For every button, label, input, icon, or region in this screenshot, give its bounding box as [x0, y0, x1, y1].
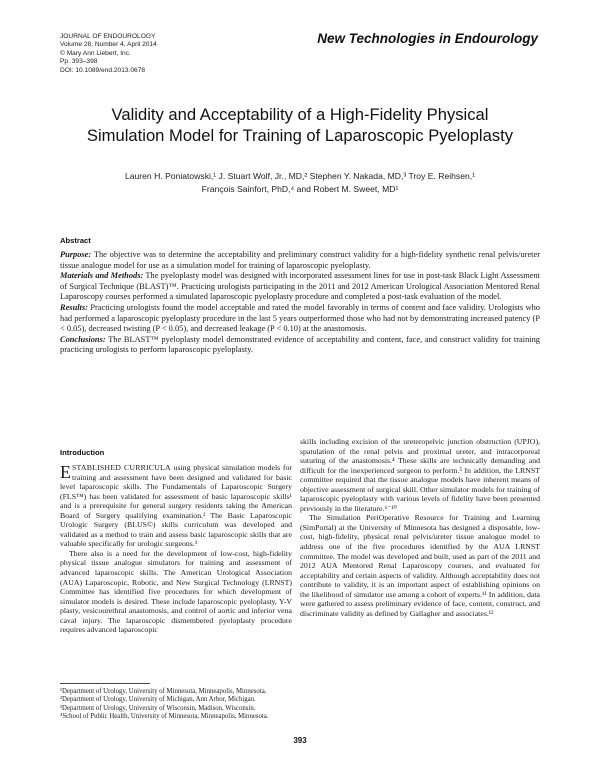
abstract-conclusions: [60, 335, 540, 356]
footnotes: [60, 688, 269, 721]
results-text: Practicing urologists found the model acceptable and rated the model favorably in terms of content and face validity. Urologists who had performed a laparoscopic pyeloplasty procedure in the last 5 years outperformed those who had not by demonstrating increased patency (P < 0.05), decreased twisting (P < 0.05), and decreased leakage (P < 0.10) at the anastomosis.: [60, 302, 540, 334]
article-title: [60, 104, 540, 146]
journal-copyright: © Mary Ann Liebert, Inc.: [60, 49, 131, 57]
intro-p1-text: using physical simulation models for training and assessment have been designed and validated for basic level laparoscopic skills. The Fundamentals of Laparoscopic Surgery (FLS™) has been validated for assessment of basic laparoscopic skills¹ and is a prerequisite for general surgery residents taking the American Board of Surgery qualifying examination.² The Basic Laparoscopic Urologic Surgery (BLUS©) skills curriculum was developed and validated as a method to train and assess basic laparoscopic skills that are valuable specifically for urologic surgeons.³: [60, 463, 292, 549]
abstract-body: [60, 250, 540, 356]
intro-paragraph-3: The Simulation PeriOperative Resource for Training and Learning (SimPortal) at the University of Minnesota has designed a disposable, low-cost, high-fidelity, physical renal pelvis/ureter tissue analogue model to address one of the five procedures identified by the AUA LRNST committee. The model was developed and built, used as part of the 2011 and 2012 AUA Mentored Renal Laparoscopy courses, and evaluated for acceptability and certain aspects of validity. Although acceptability does not contribute to validity, it is an important aspect of establishing opinions on the likelihood of simulator use among a cohort of experts.¹¹ In addition, data were gathered to assess preliminary evidence of face, content, construct, and discriminate validity as defined by Gallagher and associates.¹²: [300, 513, 540, 618]
conclusions-label: Conclusions:: [60, 334, 106, 344]
footnote-1: ¹Department of Urology, University of Minnesota, Minneapolis, Minnesota.: [60, 688, 267, 695]
introduction-heading: Introduction: [60, 448, 105, 457]
small-caps-lead: STABLISHED CURRICULA: [72, 463, 171, 472]
journal-pages: Pp. 393–398: [60, 58, 98, 66]
left-column: [60, 463, 292, 635]
authors-line-2: François Sainfort, PhD,⁴ and Robert M. Sweet, MD¹: [201, 184, 399, 194]
journal-info: [60, 33, 157, 75]
authors-line-1: Lauren H. Poniatowski,¹ J. Stuart Wolf, Jr., MD,² Stephen Y. Nakada, MD,³ Troy E. Reihsen,¹: [124, 171, 476, 181]
results-label: Results:: [60, 302, 88, 312]
author-list: [60, 170, 540, 196]
intro-paragraph-1: [60, 463, 292, 549]
abstract-purpose: [60, 250, 540, 271]
journal-doi: DOI: 10.1089/end.2013.0678: [60, 66, 146, 74]
section-name: New Technologies in Endourology: [317, 31, 538, 46]
methods-text: The pyeloplasty model was designed with incorporated assessment lines for use in post-task Black Light Assessment of Surgical Technique (BLAST)™. Practicing urologists participating in the 2011 and 2012 American Urological Association Mentored Renal Laparoscopy courses performed a simulated laparoscopic pyeloplasty procedure and completed a post-task evaluation of the model.: [60, 271, 540, 302]
footnote-3: ³Department of Urology, University of Wisconsin, Madison, Wisconsin.: [60, 704, 256, 712]
abstract-methods: [60, 271, 540, 303]
intro-paragraph-2-continued: skills including excision of the ureteropelvic junction obstruction (UPJO), spatulation of the renal pelvis and proximal ureter, and intracorporeal suturing of the anastomosis.⁴ These skills are technically demanding and difficult for the inexperienced surgeon to perform.⁵ In addition, the LRNST committee required that the tissue analogue models have inherent means of objective assessment of surgical skill. Other simulator models for training of laparoscopic pyeloplasty with various levels of fidelity have been presented previously in the literature.⁶⁻¹⁰: [300, 437, 540, 513]
abstract-results: [60, 303, 540, 335]
purpose-text: The objective was to determine the acceptability and preliminary construct validity for a high-fidelity synthetic renal pelvis/ureter tissue analogue model for use as a simulation model for training of laparoscopic pyeloplasty.: [60, 250, 540, 270]
footnote-rule: [60, 683, 150, 684]
footnote-2: ²Department of Urology, University of Michigan, Ann Arbor, Michigan.: [60, 696, 256, 704]
purpose-label: Purpose:: [60, 250, 92, 259]
intro-paragraph-2: There also is a need for the development of low-cost, high-fidelity physical tissue analogue simulators for training and assessment of advanced laparoscopic skills. The American Urological Association (AUA) Laparoscopic, Robotic, and New Surgical Technology (LRNST) Committee has identified five procedures for which development of simulator models is desired. These include laparoscopic pyeloplasty, Y-V plasty, vesicourethral anastomosis, and control of aortic and inferior vena caval injury. The laparoscopic dismembered pyeloplasty procedure requires advanced laparoscopic: [60, 548, 292, 635]
right-column: [300, 437, 540, 618]
drop-cap: E: [60, 462, 71, 482]
methods-label: Materials and Methods:: [60, 271, 144, 281]
title-line-1: Validity and Acceptability of a High-Fidelity Physical: [111, 105, 489, 124]
journal-name: JOURNAL OF ENDOUROLOGY: [60, 33, 156, 40]
conclusions-text: The BLAST™ pyeloplasty model demonstrated evidence of acceptability and content, face, and construct validity for training practicing urologists to perform laparoscopic pyeloplasty.: [60, 334, 540, 355]
journal-volume: Volume 28, Number 4, April 2014: [60, 41, 157, 49]
page-number: 393: [293, 736, 307, 745]
title-line-2: Simulation Model for Training of Laparoscopic Pyeloplasty: [86, 126, 514, 145]
abstract-heading: Abstract: [60, 236, 91, 245]
footnote-4: ⁴School of Public Health, University of Minnesota, Minneapolis, Minnesota.: [60, 712, 269, 720]
